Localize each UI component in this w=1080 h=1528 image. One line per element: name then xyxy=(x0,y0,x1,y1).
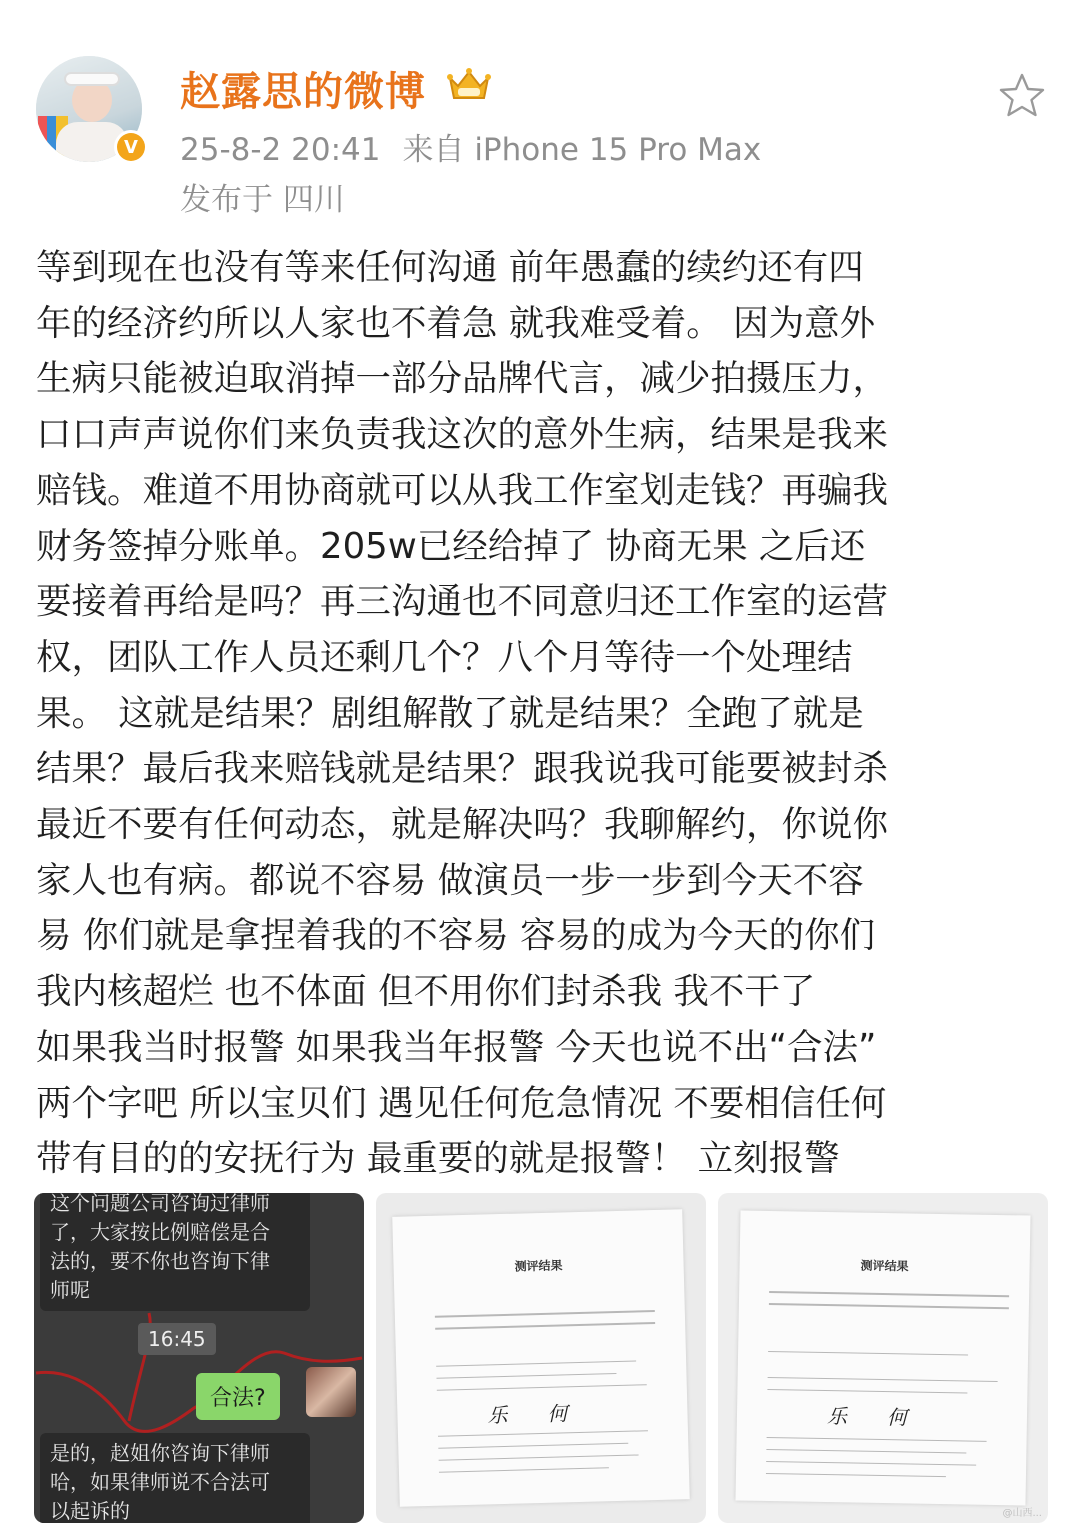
chat-bubble-incoming xyxy=(40,1433,310,1523)
post-location: 发布于 四川 xyxy=(180,182,345,218)
star-outline-icon[interactable] xyxy=(996,70,1048,122)
chat-bubble-outgoing: 合法? xyxy=(196,1373,280,1420)
post-meta xyxy=(180,124,783,169)
chat-line: 法的，要不你也咨询下律 xyxy=(50,1249,270,1273)
chat-avatar xyxy=(306,1367,356,1417)
chat-line: 师呢 xyxy=(50,1278,90,1302)
chat-line: 了，大家按比例赔偿是合 xyxy=(50,1220,270,1244)
chat-line: 以起诉的 xyxy=(50,1499,130,1523)
post-text-line: 财务签掉分账单。205w已经给掉了 协商无果 之后还 xyxy=(36,525,866,567)
post-text-line: 我内核超烂 也不体面 但不用你们封杀我 我不干了 xyxy=(36,971,816,1013)
member-crown-icon[interactable] xyxy=(444,64,494,104)
post-text-line: 结果？最后我来赔钱就是结果？跟我说我可能要被封杀 xyxy=(36,748,889,790)
post-text-line: 权，团队工作人员还剩几个？八个月等待一个处理结 xyxy=(36,636,853,678)
post-text-line: 如果我当时报警 如果我当年报警 今天也说不出“合法” xyxy=(36,1026,877,1068)
chat-line: 是的，赵姐你咨询下律师 xyxy=(50,1441,270,1465)
post-text-line: 带有目的的安抚行为 最重要的就是报警！ 立刻报警 xyxy=(36,1138,840,1180)
document-sheet: 测评结果 乐 何 xyxy=(735,1210,1030,1505)
post-text-line: 年的经济约所以人家也不着急 就我难受着。 因为意外 xyxy=(36,302,876,344)
document-title: 测评结果 xyxy=(514,1258,563,1274)
verified-badge-icon: V xyxy=(114,130,148,164)
chat-screenshot-image[interactable] xyxy=(34,1193,364,1523)
post-text-line: 等到现在也没有等来任何沟通 前年愚蠢的续约还有四 xyxy=(36,247,864,288)
document-photo-image[interactable] xyxy=(376,1193,706,1523)
post-text-line: 易 你们就是拿捏着我的不容易 容易的成为今天的你们 xyxy=(36,915,876,957)
post-timestamp: 25-8-2 20:41 xyxy=(180,132,381,168)
chat-timestamp: 16:45 xyxy=(138,1323,216,1355)
post-text-line: 口口声声说你们来负责我这次的意外生病，结果是我来 xyxy=(36,414,889,456)
image-grid xyxy=(34,1193,1048,1525)
document-title: 测评结果 xyxy=(860,1258,909,1274)
avatar[interactable] xyxy=(36,56,146,166)
post-text-line: 家人也有病。都说不容易 做演员一步一步到今天不容 xyxy=(36,859,864,901)
document-photo-image[interactable] xyxy=(718,1193,1048,1523)
post-text-line: 果。 这就是结果？剧组解散了就是结果？全跑了就是 xyxy=(36,692,864,734)
chat-line: 哈，如果律师说不合法可 xyxy=(50,1470,270,1494)
document-sheet: 测评结果 乐 何 xyxy=(392,1209,689,1506)
post-header xyxy=(0,0,1080,230)
image-watermark: @山西... xyxy=(1002,1508,1042,1519)
username[interactable]: 赵露思的微博 xyxy=(180,69,426,115)
post-text-line: 赔钱。难道不用协商就可以从我工作室划走钱？再骗我 xyxy=(36,469,889,511)
post-text-line: 最近不要有任何动态，就是解决吗？我聊解约，你说你 xyxy=(36,804,889,846)
chat-bubble-incoming xyxy=(40,1193,310,1311)
chat-line: 这个问题公司咨询过律师 xyxy=(50,1193,270,1215)
post-source: 来自 iPhone 15 Pro Max xyxy=(402,132,762,168)
post-text-line: 要接着再给是吗？再三沟通也不同意归还工作室的运营 xyxy=(36,581,889,623)
post-text-line: 生病只能被迫取消掉一部分品牌代言，减少拍摄压力， xyxy=(36,358,889,400)
post-text xyxy=(36,240,1052,1187)
post-text-line: 两个字吧 所以宝贝们 遇见任何危急情况 不要相信任何 xyxy=(36,1082,887,1124)
